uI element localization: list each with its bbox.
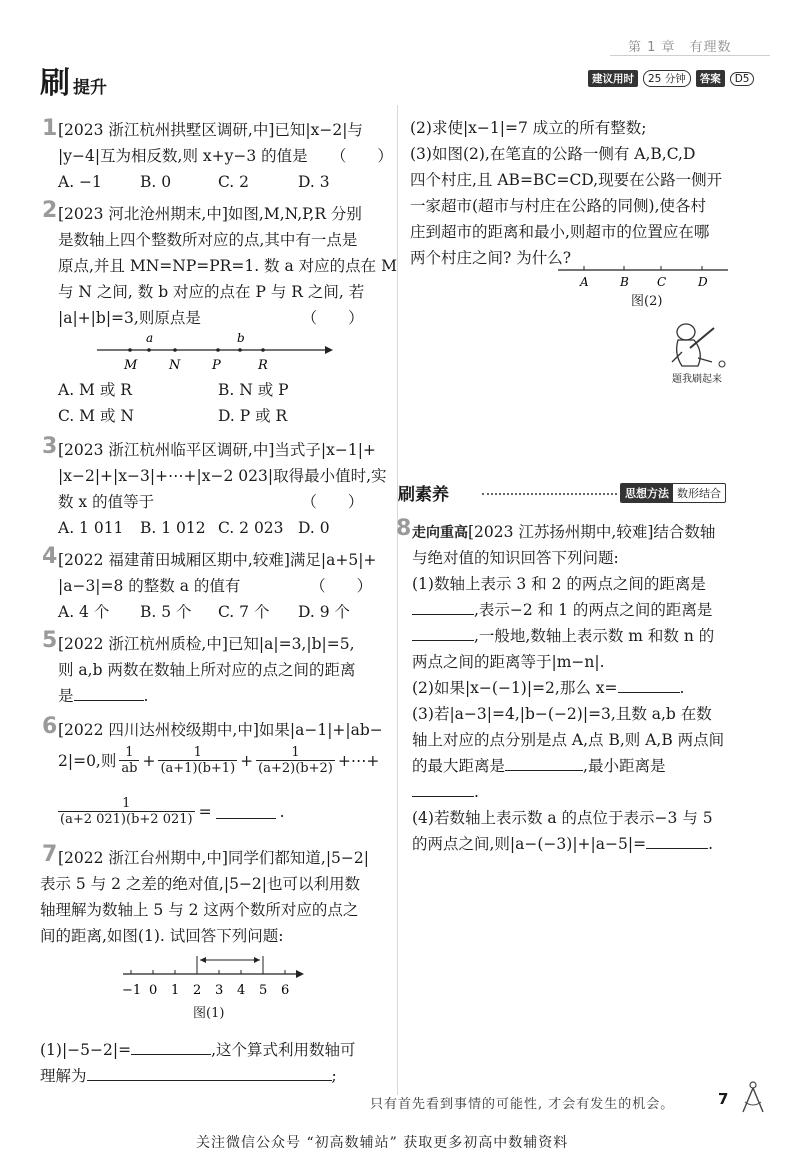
q6-fraction-3: $\frac{1}{(a+2)(b+2)}$: [258, 745, 333, 776]
q7-sub2: (2)求使|x−1|=7 成立的所有整数;: [410, 119, 647, 137]
q8-p1-line-4: 两点之间的距离等于|m−n|.: [412, 653, 605, 671]
question-number-7: 7: [42, 842, 58, 867]
footer-promo: 关注微信公众号 “初高数辅站” 获取更多初高中数辅资料: [196, 1135, 569, 1151]
question-number-6: 6: [42, 714, 58, 739]
q8-p1-line-3: ,一般地,数轴上表示数 m 和数 n 的: [412, 626, 714, 646]
brand-big: 刷: [40, 66, 69, 101]
q7-line-3: 轴理解为数轴上 5 与 2 这两个数所对应的点之: [40, 901, 359, 919]
q4-option-d: D. 9 个: [298, 603, 351, 621]
q6-fraction-1: $\frac{1}{ab}$: [121, 745, 138, 776]
q7-sub3-line-5: 两个村庄之间? 为什么?: [410, 249, 572, 267]
q8-p4-blank[interactable]: [646, 834, 708, 849]
fig1-tick-5: 5: [259, 983, 268, 998]
q8-p1-line-2: ,表示−2 和 1 的两点之间的距离是: [412, 600, 712, 620]
q7-sub3-line-1: (3)如图(2),在笔直的公路一侧有 A,B,C,D: [410, 145, 696, 163]
q4-option-b: B. 5 个: [140, 603, 192, 621]
q2-option-b: B. N 或 P: [218, 381, 289, 399]
section-title: 刷素养: [398, 485, 449, 505]
q4-line-1: [2022 福建莆田城厢区期中,较难]满足|a+5|+: [58, 551, 377, 569]
mascot-stamp: 题我刷起来: [672, 374, 722, 385]
q1-option-c: C. 2: [218, 173, 250, 191]
q7-sub1-blank-1[interactable]: [131, 1040, 211, 1055]
fig1-tick-0: 0: [149, 983, 158, 998]
fig2-label-a: A: [580, 275, 589, 289]
fig1-tick-4: 4: [237, 983, 246, 998]
fig1-number-line: [118, 950, 308, 1002]
q2-axis-label-n: N: [169, 358, 181, 373]
fig2-label-c: C: [657, 275, 667, 289]
q7-line-1: [2022 浙江台州期中,中]同学们都知道,|5−2|: [58, 849, 369, 867]
q7-sub3-line-3: 一家超市(超市与村庄在公路的同侧),使各村: [410, 197, 707, 215]
q2-line-5: |a|+|b|=3,则原点是 （ ）: [58, 309, 364, 327]
brand-small: 提升: [73, 78, 107, 98]
q8-prefix: 走向重高: [412, 525, 468, 541]
question-number-8: 8: [396, 516, 412, 541]
q6-fraction-last: $\frac{1}{(a+2 021)(b+2 021)}$: [60, 796, 193, 827]
q6-fraction-2: $\frac{1}{(a+1)(b+1)}$: [160, 745, 236, 776]
q5-line-2: 则 a,b 两数在数轴上所对应的点之间的距离: [58, 661, 356, 679]
question-number-2: 2: [42, 198, 58, 223]
q5-answer-blank[interactable]: [74, 686, 144, 701]
q4-option-c: C. 7 个: [218, 603, 270, 621]
q8-p2: (2)如果|x−(−1)|=2,那么 x= .: [412, 679, 685, 697]
q6-equals: =: [198, 802, 212, 821]
q7-sub3-line-4: 庄到超市的距离和最小,则超市的位置应在哪: [410, 223, 710, 241]
section-tag: [620, 483, 726, 503]
answer-value: D5: [730, 72, 755, 86]
section-dots: [482, 493, 617, 495]
q8-line-1: 走向重高[2023 江苏扬州期中,较难]结合数轴: [412, 523, 716, 541]
q6-tail: +⋯+: [337, 751, 380, 770]
q4-option-a: A. 4 个: [58, 603, 110, 621]
q2-line-3: 原点,并且 MN=NP=PR=1. 数 a 对应的点在 M: [58, 257, 397, 275]
q5-line-1: [2022 浙江杭州质检,中]已知|a|=3,|b|=5,: [58, 635, 355, 653]
q8-p4-line-2: 的两点之间,则|a−(−3)|+|a−5|= .: [412, 835, 713, 853]
q1-line-2: |y−4|互为相反数,则 x+y−3 的值是 （ ）: [58, 147, 393, 165]
q6-line-3: $\frac{1}{(a+2 021)(b+2 021)}$ = .: [60, 796, 285, 827]
q8-p3-blank-2[interactable]: [412, 782, 474, 797]
q2-line-2: 是数轴上四个整数所对应的点,其中有一点是: [58, 231, 358, 249]
page-number: 7: [718, 1090, 729, 1108]
fig1-caption: 图(1): [193, 1006, 225, 1021]
q8-p3-line-1: (3)若|a−3|=4,|b−(−2)|=3,且数 a,b 在数: [412, 705, 712, 723]
header-rule: [610, 55, 770, 56]
fig1-tick-2: 2: [193, 983, 202, 998]
q2-option-d: D. P 或 R: [218, 407, 288, 425]
footer-motto: 只有首先看到事情的可能性, 才会有发生的机会。: [370, 1097, 675, 1112]
time-label: 建议用时: [588, 70, 638, 87]
q8-p3-line-3: 的最大距离是 ,最小距离是: [412, 757, 666, 775]
q3-option-c: C. 2 023: [218, 519, 284, 537]
q8-line-2: 与绝对值的知识回答下列问题:: [412, 549, 619, 567]
q3-option-d: D. 0: [298, 519, 330, 537]
q2-axis-mark-b: b: [237, 331, 245, 345]
question-number-1: 1: [42, 116, 58, 141]
q8-p1-blank-1[interactable]: [412, 600, 474, 615]
q8-p1-blank-2[interactable]: [412, 626, 474, 641]
q6-line-1: [2022 四川达州校级期中,中]如果|a−1|+|ab−: [58, 721, 383, 739]
fig1-tick-neg1: −1: [122, 983, 142, 998]
q2-line-4: 与 N 之间, 数 b 对应的点在 P 与 R 之间, 若: [58, 283, 365, 301]
q2-option-c: C. M 或 N: [58, 407, 134, 425]
q2-axis-label-r: R: [258, 358, 268, 373]
fig2-road: [556, 260, 736, 294]
fig2-label-d: D: [698, 275, 708, 289]
q7-sub3-line-2: 四个村庄,且 AB=BC=CD,现要在公路一侧开: [410, 171, 723, 189]
q1-line-1: [2023 浙江杭州拱墅区调研,中]已知|x−2|与: [58, 121, 363, 139]
q7-sub1-blank-2[interactable]: [87, 1066, 332, 1081]
q5-line-3-text: 是: [58, 687, 74, 705]
q4-line-2: |a−3|=8 的整数 a 的值有 （ ）: [58, 577, 373, 595]
q7-sub1-line-2: 理解为 ;: [40, 1067, 337, 1085]
q1-option-d: D. 3: [298, 173, 330, 191]
question-number-5: 5: [42, 628, 58, 653]
q3-option-a: A. 1 011: [58, 519, 124, 537]
q7-line-4: 间的距离,如图(1). 试回答下列问题:: [40, 927, 284, 945]
q8-p3-blank-1[interactable]: [505, 756, 583, 771]
section-tag-method: 思想方法: [621, 484, 673, 502]
fig1-tick-3: 3: [215, 983, 224, 998]
fig1-tick-6: 6: [281, 983, 290, 998]
q2-axis-mark-a: a: [146, 331, 154, 345]
brand-title: [40, 58, 107, 102]
fig1-tick-1: 1: [171, 983, 180, 998]
q2-number-line: [95, 330, 335, 374]
q2-option-a: A. M 或 R: [58, 381, 132, 399]
q2-line-1: [2023 河北沧州期末,中]如图,M,N,P,R 分别: [58, 205, 362, 223]
q3-line-1: [2023 浙江杭州临平区调研,中]当式子|x−1|+: [58, 441, 376, 459]
compass-icon: [738, 1080, 768, 1114]
q6-answer-blank[interactable]: [216, 804, 276, 819]
q8-p3-line-2: 轴上对应的点分别是点 A,点 B,则 A,B 两点间: [412, 731, 725, 749]
column-divider: [397, 105, 398, 1095]
mascot-illustration: [660, 318, 740, 374]
q7-sub1-line-1: (1)|−5−2|= ,这个算式利用数轴可: [40, 1041, 356, 1059]
q6-line-2-prefix: 2|=0,则: [58, 751, 117, 770]
q1-option-b: B. 0: [140, 173, 172, 191]
question-number-4: 4: [42, 544, 58, 569]
time-value: 25 分钟: [643, 70, 691, 87]
q2-axis-label-m: M: [124, 358, 138, 373]
answer-label: 答案: [696, 70, 725, 87]
q3-option-b: B. 1 012: [140, 519, 206, 537]
q5-line-3: 是 .: [58, 687, 149, 705]
q8-p2-blank[interactable]: [618, 678, 680, 693]
q8-p1-line-1: (1)数轴上表示 3 和 2 的两点之间的距离是: [412, 575, 706, 593]
chapter-title: 第 1 章 有理数: [628, 40, 732, 55]
q3-line-3: 数 x 的值等于 （ ）: [58, 493, 364, 511]
q8-p4-line-1: (4)若数轴上表示数 a 的点位于表示−3 与 5: [412, 809, 713, 827]
fig2-label-b: B: [620, 275, 629, 289]
q6-line-2: 2|=0,则 $\frac{1}{ab}$ + $\frac{1}{(a+1)(b+1)}$ + $\frac{1}{(a+2)(b+2)}$ +⋯+: [58, 745, 380, 776]
q3-line-2: |x−2|+|x−3|+⋯+|x−2 023|取得最小值时,实: [58, 467, 387, 485]
q7-line-2: 表示 5 与 2 之差的绝对值,|5−2|也可以利用数: [40, 875, 361, 893]
time-answer-badge: [588, 70, 754, 87]
question-number-3: 3: [42, 434, 58, 459]
q2-axis-label-p: P: [212, 358, 221, 373]
q8-p3-line-4: .: [412, 782, 479, 802]
fig2-caption: 图(2): [631, 294, 663, 309]
q1-option-a: A. −1: [58, 173, 102, 191]
section-tag-topic: 数形结合: [677, 487, 721, 500]
